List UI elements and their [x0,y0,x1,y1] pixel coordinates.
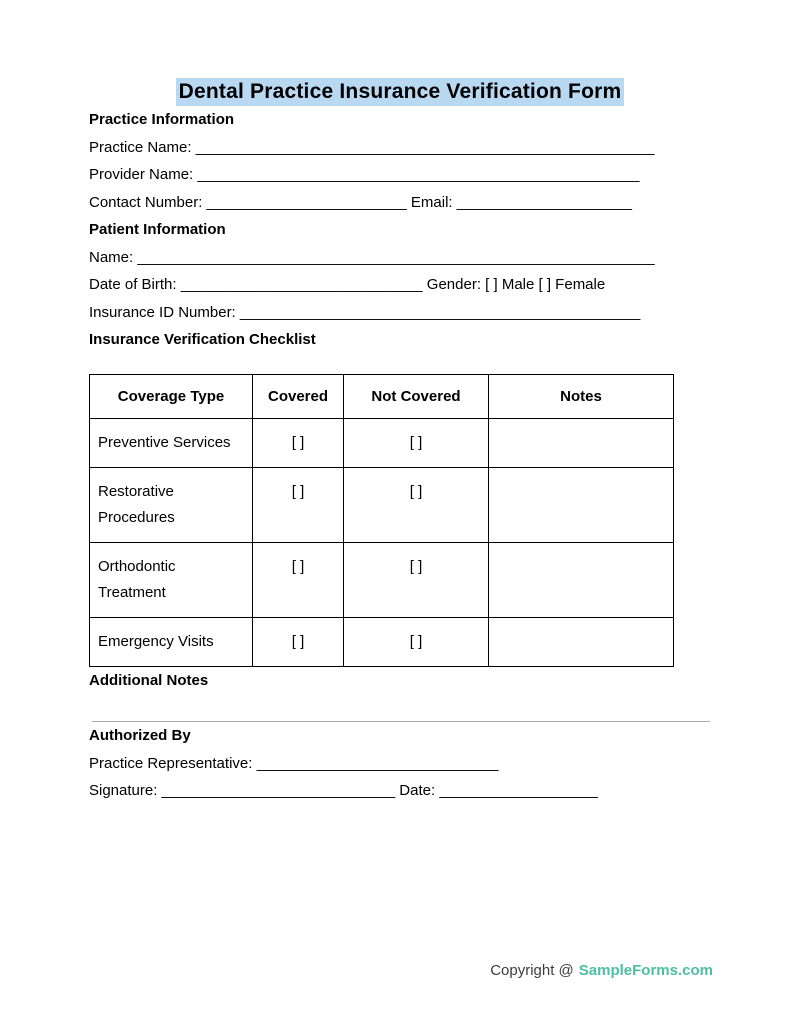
form-title-highlighted-text: Dental Practice Insurance Verification Form [176,78,625,106]
field-practice-name: Practice Name: _______________________________________________________ [89,138,655,156]
table-header-row [90,374,674,418]
section-heading-authorized-by: Authorized By [89,727,191,744]
field-contact-number-email: Contact Number: ________________________ Email: _____________________ [89,193,632,211]
section-heading-practice-information: Practice Information [89,111,235,128]
cell-coverage-type: Preventive Services [90,418,253,467]
field-date-of-birth-gender: Date of Birth: _____________________________ Gender: [ ] Male [ ] Female [89,276,606,293]
footer-copyright [490,962,713,979]
table-row [90,418,674,467]
column-header-not-covered: Not Covered [344,374,489,418]
checkbox-covered: [ ] [253,418,344,467]
column-header-coverage-type: Coverage Type [90,374,253,418]
cell-notes [489,467,674,542]
table-row [90,542,674,617]
checkbox-not-covered: [ ] [344,542,489,617]
cell-coverage-type: Restorative Procedures [90,467,253,542]
cell-notes [489,418,674,467]
checkbox-covered: [ ] [253,542,344,617]
checkbox-covered: [ ] [253,617,344,666]
section-heading-additional-notes: Additional Notes [89,671,209,689]
copyright-text: Copyright @ [490,962,574,979]
table-row [90,467,674,542]
field-practice-representative: Practice Representative: _____________________________ [89,754,499,772]
checkbox-not-covered: [ ] [344,617,489,666]
checkbox-not-covered: [ ] [344,467,489,542]
table-row [90,617,674,666]
field-patient-name: Name: ______________________________________________________________ [89,248,655,266]
section-heading-patient-information: Patient Information [89,221,226,238]
field-signature-date: Signature: ____________________________ Date: ___________________ [89,782,598,799]
checkbox-not-covered: [ ] [344,418,489,467]
cell-notes [489,542,674,617]
form-title [0,78,800,106]
field-insurance-id-number: Insurance ID Number: ________________________________________________ [89,303,641,321]
insurance-checklist-table [89,374,674,667]
field-provider-name: Provider Name: _____________________________________________________ [89,166,640,183]
column-header-covered: Covered [253,374,344,418]
cell-notes [489,617,674,666]
cell-coverage-type: Orthodontic Treatment [90,542,253,617]
column-header-notes: Notes [489,374,674,418]
section-heading-insurance-verification-checklist: Insurance Verification Checklist [89,331,316,348]
checkbox-covered: [ ] [253,467,344,542]
sampleforms-link[interactable]: SampleForms.com [578,962,713,979]
cell-coverage-type: Emergency Visits [90,617,253,666]
